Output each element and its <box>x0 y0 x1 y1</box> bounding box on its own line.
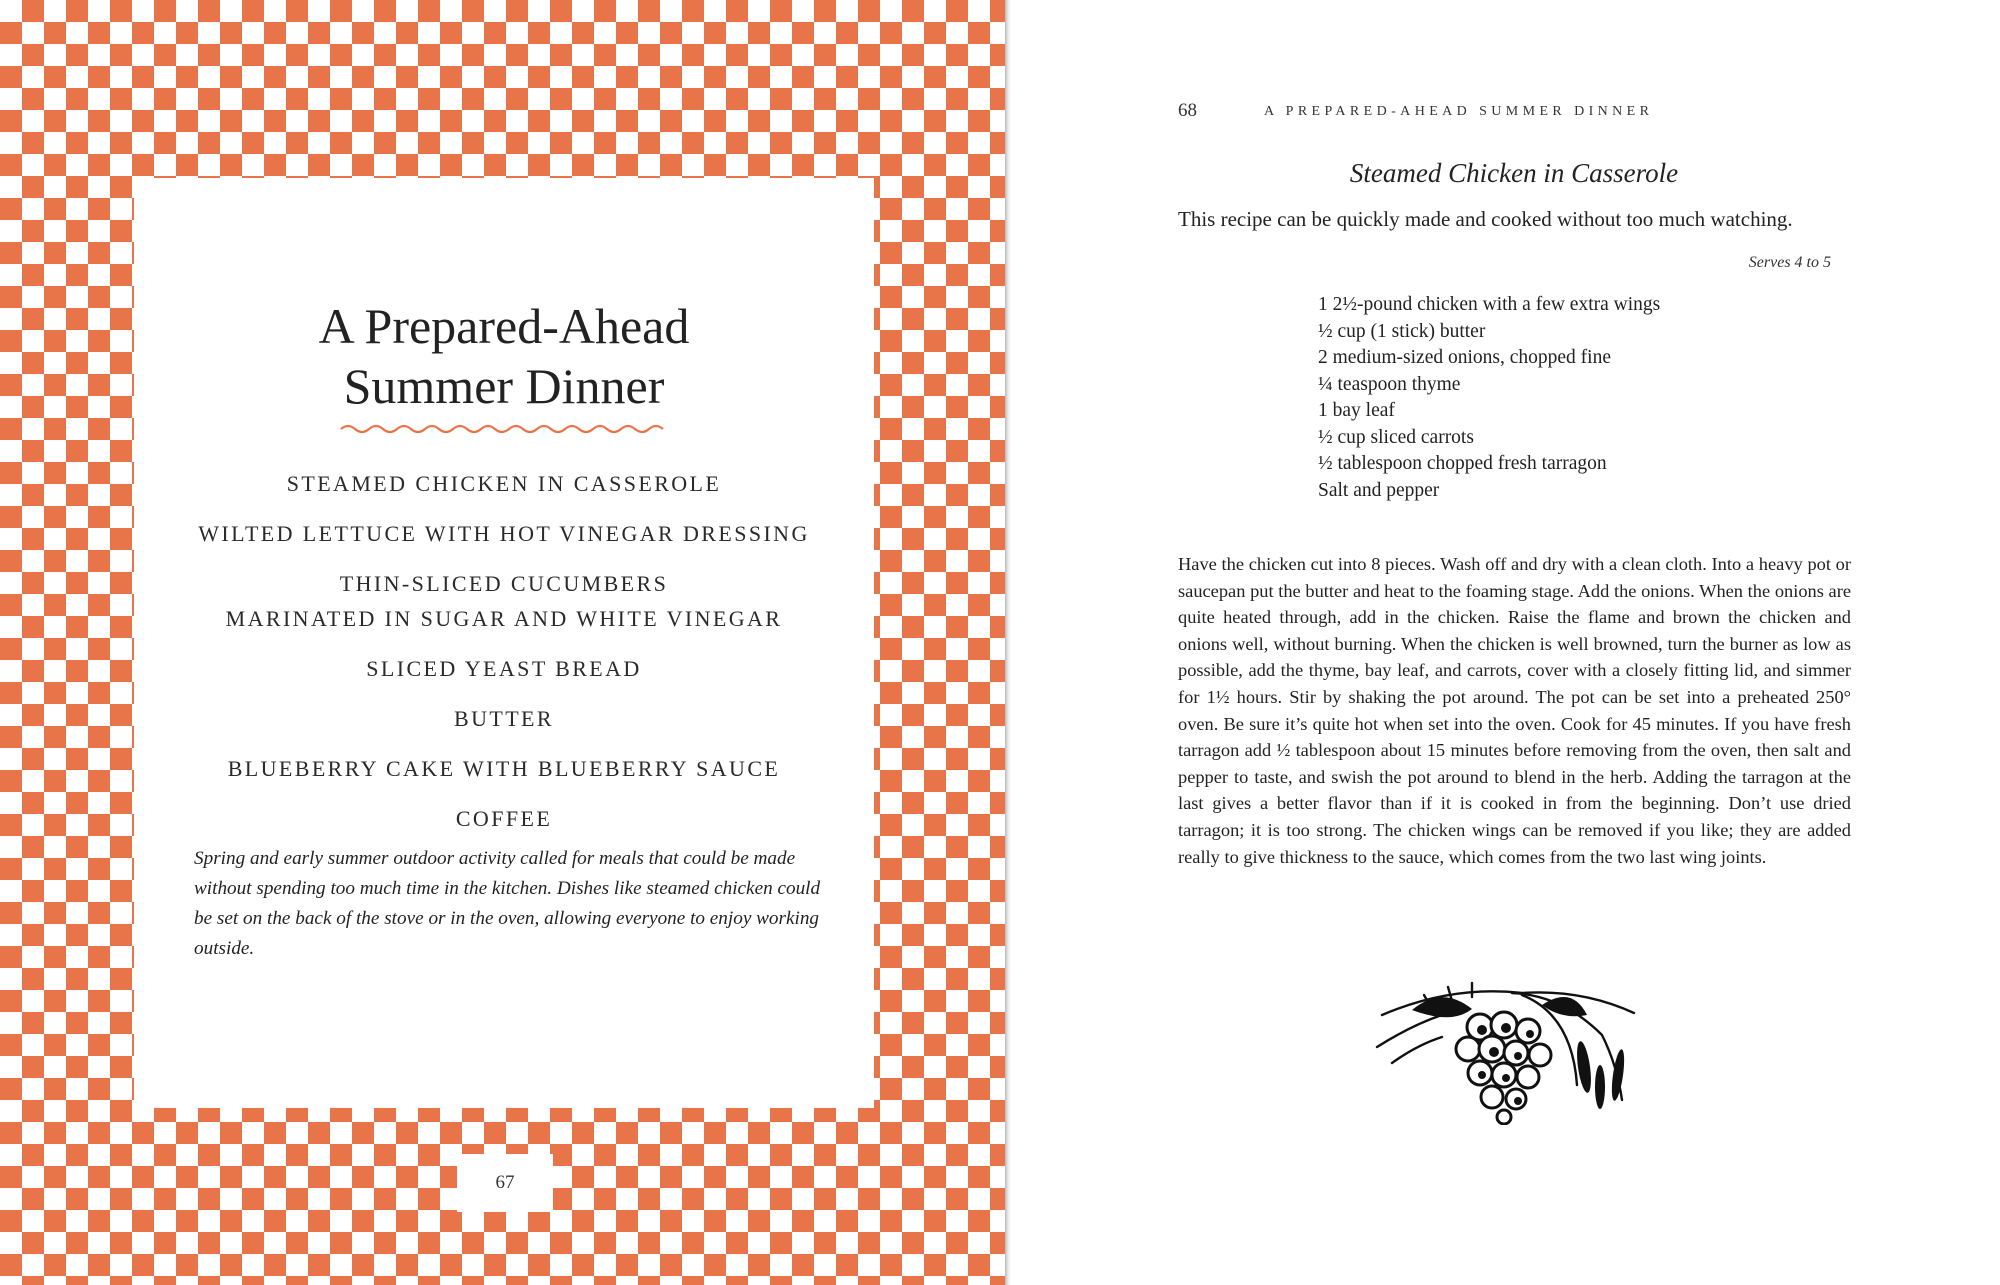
menu-title <box>134 296 874 416</box>
menu-item-line: MARINATED IN SUGAR AND WHITE VINEGAR <box>225 606 783 631</box>
running-head-title: A PREPARED-AHEAD SUMMER DINNER <box>1264 104 1654 119</box>
ingredient-item: ¼ teaspoon thyme <box>1318 373 1461 395</box>
menu-list <box>134 466 874 836</box>
recipe-title: Steamed Chicken in Casserole <box>1349 158 1679 188</box>
menu-item: WILTED LETTUCE WITH HOT VINEGAR DRESSING <box>198 521 810 546</box>
ingredient-item: 1 2½-pound chicken with a few extra wings <box>1318 294 1661 315</box>
menu-panel <box>134 178 874 1108</box>
grapes-and-wheat-illustration-icon <box>1372 975 1652 1125</box>
menu-item-line: THIN-SLICED CUCUMBERS <box>339 571 669 596</box>
menu-item: STEAMED CHICKEN IN CASSEROLE <box>286 471 722 496</box>
ingredient-item: ½ cup (1 stick) butter <box>1318 320 1486 342</box>
ingredient-item: ½ tablespoon chopped fresh tarragon <box>1318 453 1607 474</box>
page-number-left: 67 <box>495 1172 515 1193</box>
menu-item <box>134 566 874 636</box>
wavy-underline-icon <box>339 422 669 436</box>
ingredient-list <box>1318 292 1660 504</box>
running-head <box>1178 100 1738 124</box>
menu-item: BLUEBERRY CAKE WITH BLUEBERRY SAUCE <box>227 756 781 781</box>
menu-title-line-1: A Prepared-Ahead <box>318 298 690 354</box>
menu-item: COFFEE <box>455 806 553 831</box>
menu-title-line-2: Summer Dinner <box>343 358 665 414</box>
ingredient-item: 1 bay leaf <box>1318 400 1395 421</box>
menu-item: SLICED YEAST BREAD <box>366 656 642 681</box>
menu-note: Spring and early summer outdoor activity called for meals that could be made without spending too much time in the kitchen. Dishes like steamed chicken could be set on the back of the stove or in the oven, allowing everyone to enjoy working outside. <box>194 848 821 959</box>
page-number-right: 68 <box>1178 100 1197 121</box>
serves-note: Serves 4 to 5 <box>1748 254 1831 271</box>
folio-box <box>457 1154 553 1212</box>
recipe-method: Have the chicken cut into 8 pieces. Wash off and dry with a clean cloth. Into a heavy pot or saucepan put the butter and heat to the foaming stage. Add the onions. When the onions are quite heated through, add in the chicken. Raise the flame and brown the chicken and onions well, without burning. When the chicken is well browned, turn the burner as low as possible, add the thyme, bay leaf, and carrots, cover with a closely fitting lid, and simmer for 1½ hours. Stir by shaking the pot around. The pot can be set into a preheated 250° oven. Be sure it’s quite hot when set into the oven. Cook for 45 minutes. If you have fresh tarragon add ½ tablespoon about 15 minutes before removing from the oven, then salt and pepper to taste, and swish the pot around to blend in the herb. Adding the tarragon at the last gives a better flavor than if it is cooked in from the beginning. Don’t use dried tarragon; it is too strong. The chicken wings can be removed if you like; they are added really to give thickness to the sauce, which comes from the two last wing joints. <box>1178 554 1851 867</box>
ingredient-item: ½ cup sliced carrots <box>1318 426 1474 448</box>
ingredient-item: Salt and pepper <box>1318 479 1440 501</box>
ingredient-item: 2 medium-sized onions, chopped fine <box>1318 347 1611 368</box>
recipe-intro: This recipe can be quickly made and cooked without too much watching. <box>1178 207 1793 231</box>
menu-item: BUTTER <box>454 706 554 731</box>
